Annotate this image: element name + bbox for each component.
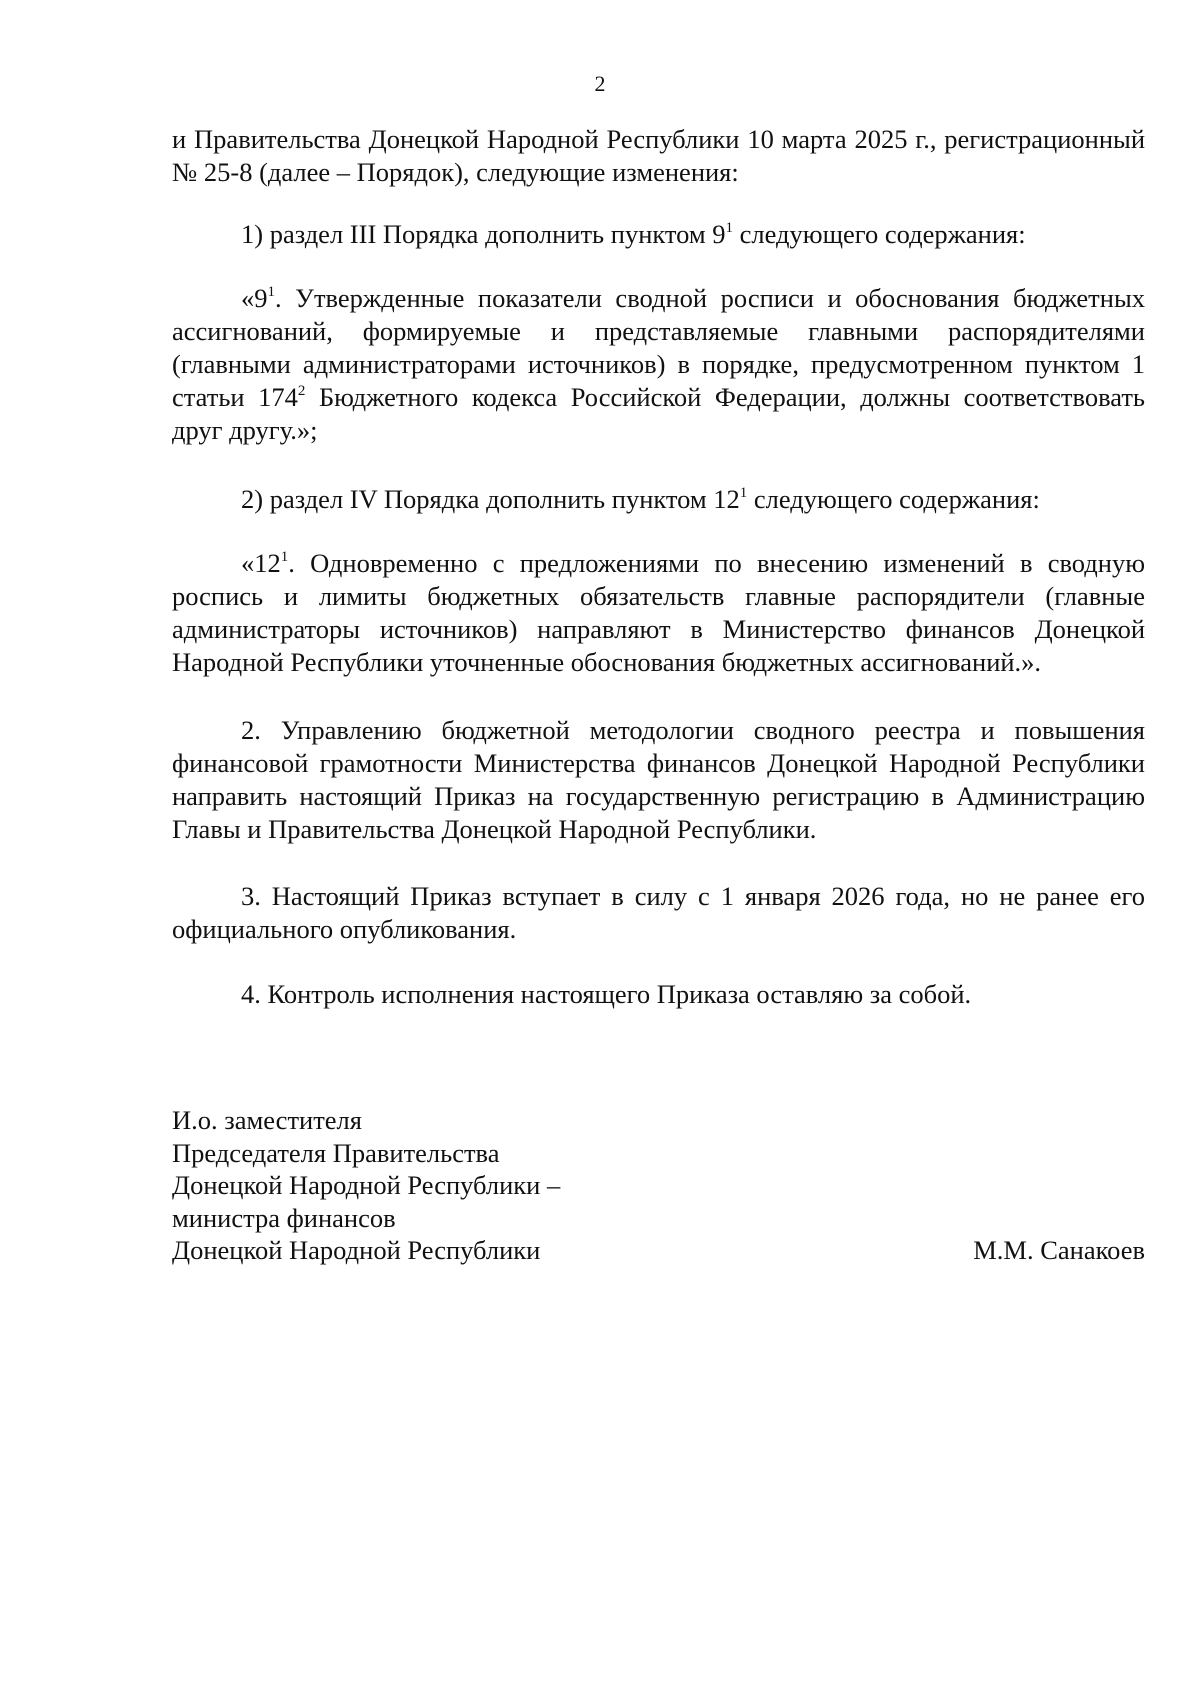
paragraph-clause-9-1	[172, 282, 1145, 447]
item-1-text: 1) раздел III Порядка дополнить пунктом 9	[241, 219, 726, 249]
paragraph-point-4: 4. Контроль исполнения настоящего Приказа оставляю за собой.	[241, 979, 972, 1009]
clause-12-1-text: . Одновременно с предложениями по внесению изменений в сводную роспись и лимиты бюджетных обязательств главные распорядители (главные администраторы источников) направляют в Министерство финансов Донецкой Народной Республики уточненные обоснования бюджетных ассигнований.».	[172, 548, 1145, 677]
clause-9-1-superscript: 1	[267, 284, 275, 300]
item-2-text-end: следующего содержания:	[747, 484, 1040, 514]
signature-block	[172, 1104, 1145, 1267]
signatory-title-line: И.о. заместителя	[172, 1105, 362, 1135]
item-2-text: 2) раздел IV Порядка дополнить пунктом 12	[241, 484, 740, 514]
paragraph-point-3: 3. Настоящий Приказ вступает в силу с 1 января 2026 года, но не ранее его официального опубликования.	[172, 881, 1145, 944]
item-1-superscript: 1	[725, 220, 734, 236]
clause-9-1-open: «9	[241, 283, 268, 313]
paragraph-intro-continuation: и Правительства Донецкой Народной Республики 10 марта 2025 г., регистрационный № 25-8 (далее – Порядок), следующие изменения:	[172, 124, 1145, 187]
paragraph-item-2	[172, 483, 1040, 516]
page-number: 2	[594, 71, 606, 96]
signatory-title-line: Донецкой Народной Республики	[172, 1235, 541, 1265]
article-174-superscript: 2	[297, 383, 306, 399]
signatory-title-line: министра финансов	[172, 1202, 396, 1233]
signatory-title-line: Председателя Правительства	[172, 1137, 500, 1168]
clause-12-1-superscript: 1	[280, 549, 289, 565]
item-2-superscript: 1	[739, 485, 748, 501]
clause-9-1-text: . Утвержденные показатели сводной росписи и обоснования бюджетных ассигнований, формируемые и представляемые главными распорядителями (главными администраторами источников) в порядке, предусмотренном пунктом 1 статьи 174	[172, 283, 1145, 412]
clause-9-1-text-end: Бюджетного кодекса Российской Федерации, должны соответствовать друг другу.»;	[172, 382, 1146, 445]
signatory-title-line: Донецкой Народной Республики –	[172, 1170, 561, 1200]
paragraph-point-2: 2. Управлению бюджетной методологии сводного реестра и повышения финансовой грамотности Министерства финансов Донецкой Народной Республики направить настоящий Приказ на государственную регистрацию в Администрацию Главы и Правительства Донецкой Народной Республики.	[172, 715, 1145, 844]
clause-12-1-open: «12	[241, 548, 281, 578]
paragraph-item-1	[172, 218, 1026, 251]
signatory-name: М.М. Санакоев	[973, 1235, 1145, 1265]
paragraph-clause-12-1	[172, 547, 1145, 679]
item-1-text-end: следующего содержания:	[733, 219, 1026, 249]
